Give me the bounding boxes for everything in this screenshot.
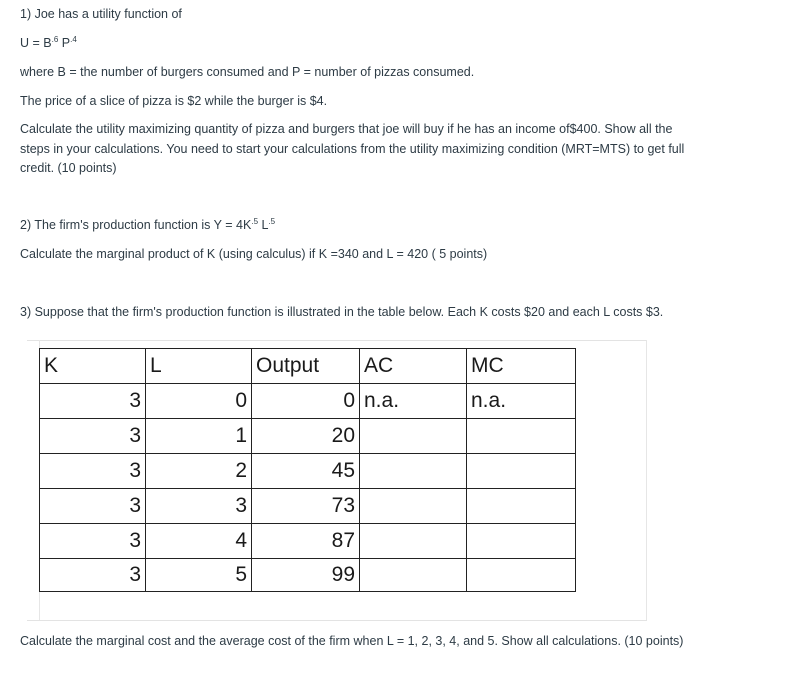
cell-ac (360, 559, 467, 592)
formula-part: L (258, 218, 269, 232)
q1-prices: The price of a slice of pizza is $2 while the burger is $4. (20, 94, 328, 108)
q1-utility-formula (20, 34, 77, 55)
cell-ac (360, 419, 467, 454)
formula-exponent: .6 (51, 35, 59, 44)
cell-output: 0 (252, 384, 360, 419)
cell-ac (360, 489, 467, 524)
q1-task: Calculate the utility maximizing quantity of pizza and burgers that joe will buy if he has an income of$400. Show all the steps in your calculations. You need to start your calculations from the utility maximizing condition (MRT=MTS) to get full credit. (10 points) (20, 122, 685, 175)
cell-output: 99 (252, 559, 360, 592)
cell-k: 3 (40, 489, 146, 524)
formula-exponent: .5 (268, 217, 276, 226)
q1-where: where B = the number of burgers consumed and P = number of pizzas consumed. (20, 65, 475, 79)
cell-ac (360, 524, 467, 559)
cell-output: 87 (252, 524, 360, 559)
q2-task: Calculate the marginal product of K (using calculus) if K =340 and L = 420 ( 5 points) (20, 247, 488, 261)
q3-intro: 3) Suppose that the firm's production function is illustrated in the table below. Each K costs $20 and each L costs $3. (20, 305, 664, 319)
header-ac: AC (360, 349, 467, 384)
cell-l: 2 (146, 454, 252, 489)
table-row (40, 559, 576, 592)
cell-mc: n.a. (467, 384, 576, 419)
formula-part: 2) The firm's production function is Y = 4K (20, 218, 252, 232)
table-row (40, 524, 576, 559)
cell-k: 3 (40, 524, 146, 559)
cell-l: 4 (146, 524, 252, 559)
grid-line (27, 620, 647, 621)
cell-mc (467, 419, 576, 454)
q3-task: Calculate the marginal cost and the average cost of the firm when L = 1, 2, 3, 4, and 5. Show all calculations. (10 points) (20, 634, 684, 648)
table-row (40, 384, 576, 419)
table-row (40, 419, 576, 454)
header-k: K (40, 349, 146, 384)
cell-l: 0 (146, 384, 252, 419)
grid-line (27, 340, 647, 341)
cell-k: 3 (40, 454, 146, 489)
table-header-row (40, 349, 576, 384)
cell-ac (360, 454, 467, 489)
cell-mc (467, 489, 576, 524)
cell-mc (467, 559, 576, 592)
grid-line (646, 340, 647, 620)
formula-exponent: .5 (251, 217, 259, 226)
cell-output: 20 (252, 419, 360, 454)
cell-output: 45 (252, 454, 360, 489)
cell-k: 3 (40, 384, 146, 419)
cell-l: 1 (146, 419, 252, 454)
cell-l: 5 (146, 559, 252, 592)
cell-k: 3 (40, 419, 146, 454)
table-row (40, 454, 576, 489)
header-l: L (146, 349, 252, 384)
formula-part: P (58, 36, 71, 50)
formula-part: U = B (20, 36, 52, 50)
table-row (40, 489, 576, 524)
cell-l: 3 (146, 489, 252, 524)
cell-mc (467, 454, 576, 489)
cell-ac: n.a. (360, 384, 467, 419)
q1-intro: 1) Joe has a utility function of (20, 7, 182, 21)
header-mc: MC (467, 349, 576, 384)
formula-exponent: .4 (70, 35, 77, 44)
cell-output: 73 (252, 489, 360, 524)
header-output: Output (252, 349, 360, 384)
q2-production-function (20, 216, 275, 237)
cell-k: 3 (40, 559, 146, 592)
cell-mc (467, 524, 576, 559)
production-cost-table (39, 348, 576, 592)
